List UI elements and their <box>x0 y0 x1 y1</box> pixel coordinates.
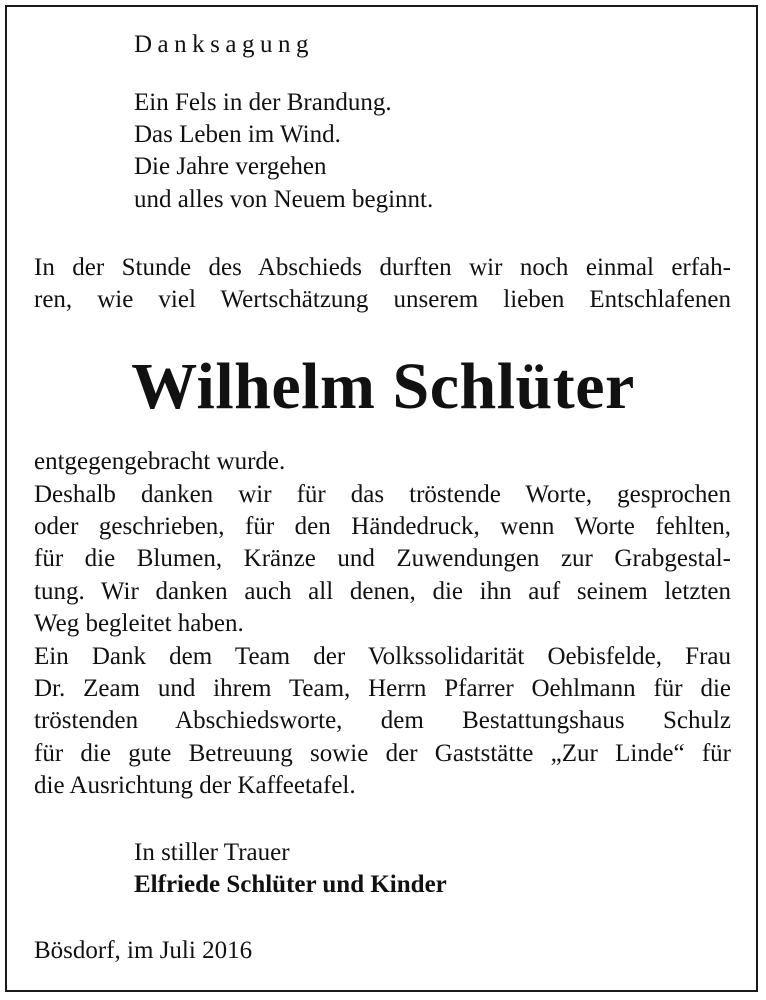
body-line: Dr. Zeam und ihrem Team, Herrn Pfarrer Oehlmann für die <box>34 675 731 702</box>
body-line: für die Blumen, Kränze und Zuwendungen zur Grabgestal- <box>34 545 731 572</box>
place-date: Bösdorf, im Juli 2016 <box>34 937 253 964</box>
family-signature: Elfriede Schlüter und Kinder <box>134 871 447 898</box>
body-line: oder geschrieben, für den Händedruck, wenn Worte fehlten, <box>34 513 731 540</box>
body-line: entgegengebracht wurde. <box>34 448 286 475</box>
notice-heading: Danksagung <box>134 31 314 58</box>
poem-line: und alles von Neuem beginnt. <box>134 186 434 213</box>
poem-line: Die Jahre vergehen <box>134 153 327 180</box>
intro-line: ren, wie viel Wertschätzung unserem lieben Entschlafenen <box>34 286 731 313</box>
poem-line: Ein Fels in der Brandung. <box>134 89 392 116</box>
body-line: tung. Wir danken auch all denen, die ihn auf seinem letzten <box>34 578 731 605</box>
intro-line: In der Stunde des Abschieds durften wir noch einmal erfah- <box>34 254 731 281</box>
body-line: Ein Dank dem Team der Volkssolidarität Oebisfelde, Frau <box>34 643 731 670</box>
body-line: für die gute Betreuung sowie der Gaststätte „Zur Linde“ für <box>34 740 731 767</box>
body-line: Deshalb danken wir für das tröstende Worte, gesprochen <box>34 481 731 508</box>
body-line: Weg begleitet haben. <box>34 610 244 637</box>
closing-text: In stiller Trauer <box>134 839 290 866</box>
body-line: die Ausrichtung der Kaffeetafel. <box>34 772 356 799</box>
poem-line: Das Leben im Wind. <box>134 121 341 148</box>
deceased-name: Wilhelm Schlüter <box>131 350 635 423</box>
body-line: tröstenden Abschiedsworte, dem Bestattungshaus Schulz <box>34 707 731 734</box>
